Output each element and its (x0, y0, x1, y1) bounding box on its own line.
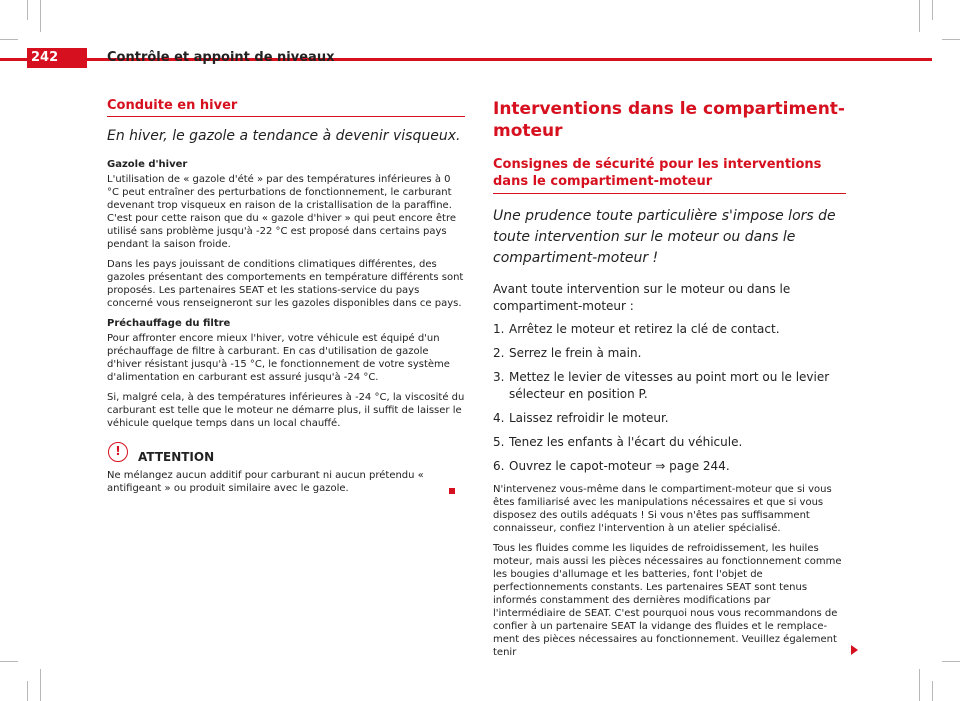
paragraph: Dans les pays jouissant de conditions climatiques différentes, des gazoles présentant des comportements en température différents sont proposés. Les partenaires SEAT et les stations-service du pays concerné vous renseigneront sur les gazoles disponibles dans ce pays. (107, 259, 464, 309)
lead-text-winter: En hiver, le gazole a tendance à devenir visqueux. (107, 128, 461, 144)
lead-text-safety: Une prudence toute particulière s'impose lors de toute intervention sur le moteur ou dans le compartiment-moteur ! (493, 208, 836, 266)
end-of-section-icon (449, 488, 455, 494)
step-number: 2. (493, 346, 505, 360)
attention-box (107, 442, 465, 495)
crop-mark (27, 0, 28, 20)
crop-mark (932, 681, 933, 701)
list-item (493, 345, 846, 362)
step-text: Arrêtez le moteur et retirez la clé de contact. (509, 322, 780, 336)
crop-mark (932, 0, 933, 20)
step-number: 5. (493, 435, 505, 449)
paragraph: Tous les fluides comme les liquides de refroidissement, les huiles moteur, mais aussi les pièces nécessaires au fonctionnement comme les bougies d'allumage et les batteries, font l'objet de perfectionnements constants. Les partenaires SEAT sont tenus informés constamment des dernières modifications par l'intermédiaire de SEAT. C'est pourquoi nous vous recommandons de confier à un partenaire SEAT la vidange des fluides et le remplacement des pièces nécessaires au fonctionnement. Veuillez également tenir (493, 543, 842, 658)
subheading-winter-diesel: Gazole d'hiver (107, 159, 188, 170)
paragraph: Pour affronter encore mieux l'hiver, votre véhicule est équipé d'un préchauffage de filtre à carburant. En cas d'utilisation de gazole d'hiver résistant jusqu'à -15 °C, le fonctionnement de votre système d'alimentation en carburant est assuré jusqu'à -24 °C. (107, 333, 450, 383)
crop-mark (0, 661, 18, 662)
step-number: 1. (493, 322, 505, 336)
intro-text: Avant toute intervention sur le moteur ou dans le compartiment-moteur : (493, 282, 791, 313)
step-number: 3. (493, 370, 505, 384)
section-title-safety: Consignes de sécurité pour les interventions dans le compartiment-moteur (493, 156, 846, 194)
left-column (107, 98, 465, 495)
subheading-filter-preheating: Préchauffage du filtre (107, 318, 231, 329)
paragraph: L'utilisation de « gazole d'été » par des températures inférieures à 0 °C peut entraîner des perturbations de fonctionnement, le carburant devenant trop visqueux en raison de la cristallisation de la paraffine. C'est pour cette raison que du « gazole d'hiver » qui peut encore être utilisé sans problème jusqu'à -22 °C est proposé dans certains pays pendant la saison froide. (107, 174, 456, 250)
step-text: Serrez le frein à main. (509, 346, 642, 360)
steps-list (493, 321, 846, 475)
list-item (493, 434, 846, 451)
step-number: 6. (493, 459, 505, 473)
list-item (493, 321, 846, 338)
list-item (493, 410, 846, 427)
crop-mark (27, 681, 28, 701)
crop-mark (942, 39, 960, 40)
step-text: Mettez le levier de vitesses au point mort ou le levier sélecteur en position P. (509, 370, 830, 401)
page-title: Contrôle et appoint de niveaux (107, 50, 335, 65)
crop-mark (919, 669, 920, 701)
crop-mark (40, 0, 41, 32)
main-title-engine: Interventions dans le compartiment-moteur (493, 99, 845, 141)
continue-arrow-icon (851, 645, 858, 655)
step-text: Laissez refroidir le moteur. (509, 411, 669, 425)
attention-text: Ne mélangez aucun additif pour carburant ni aucun prétendu « antifigeant » ou produit similaire avec le gazole. (107, 470, 424, 494)
right-column (493, 98, 846, 666)
step-text: Tenez les enfants à l'écart du véhicule. (509, 435, 743, 449)
paragraph: N'intervenez vous-même dans le compartiment-moteur que si vous êtes familiarisé avec les manipulations nécessaires et que si vous disposez des outils adéquats ! Si vous n'êtes pas suffisamment connaisseur, confiez l'intervention à un atelier spécialisé. (493, 484, 832, 534)
list-item (493, 369, 846, 403)
section-title-winter: Conduite en hiver (107, 98, 465, 117)
crop-mark (919, 0, 920, 32)
crop-mark (40, 669, 41, 701)
list-item (493, 458, 846, 475)
warning-icon: ! (108, 442, 128, 462)
paragraph: Si, malgré cela, à des températures inférieures à -24 °C, la viscosité du carburant est telle que le moteur ne démarre plus, il suffit de laisser le véhicule quelque temps dans un local chauffé. (107, 392, 465, 429)
attention-title: ATTENTION (138, 450, 215, 464)
page-number: 242 (27, 48, 87, 68)
step-text-page-link[interactable]: Ouvrez le capot-moteur ⇒ page 244. (509, 459, 730, 473)
step-number: 4. (493, 411, 505, 425)
crop-mark (942, 661, 960, 662)
crop-mark (0, 39, 18, 40)
